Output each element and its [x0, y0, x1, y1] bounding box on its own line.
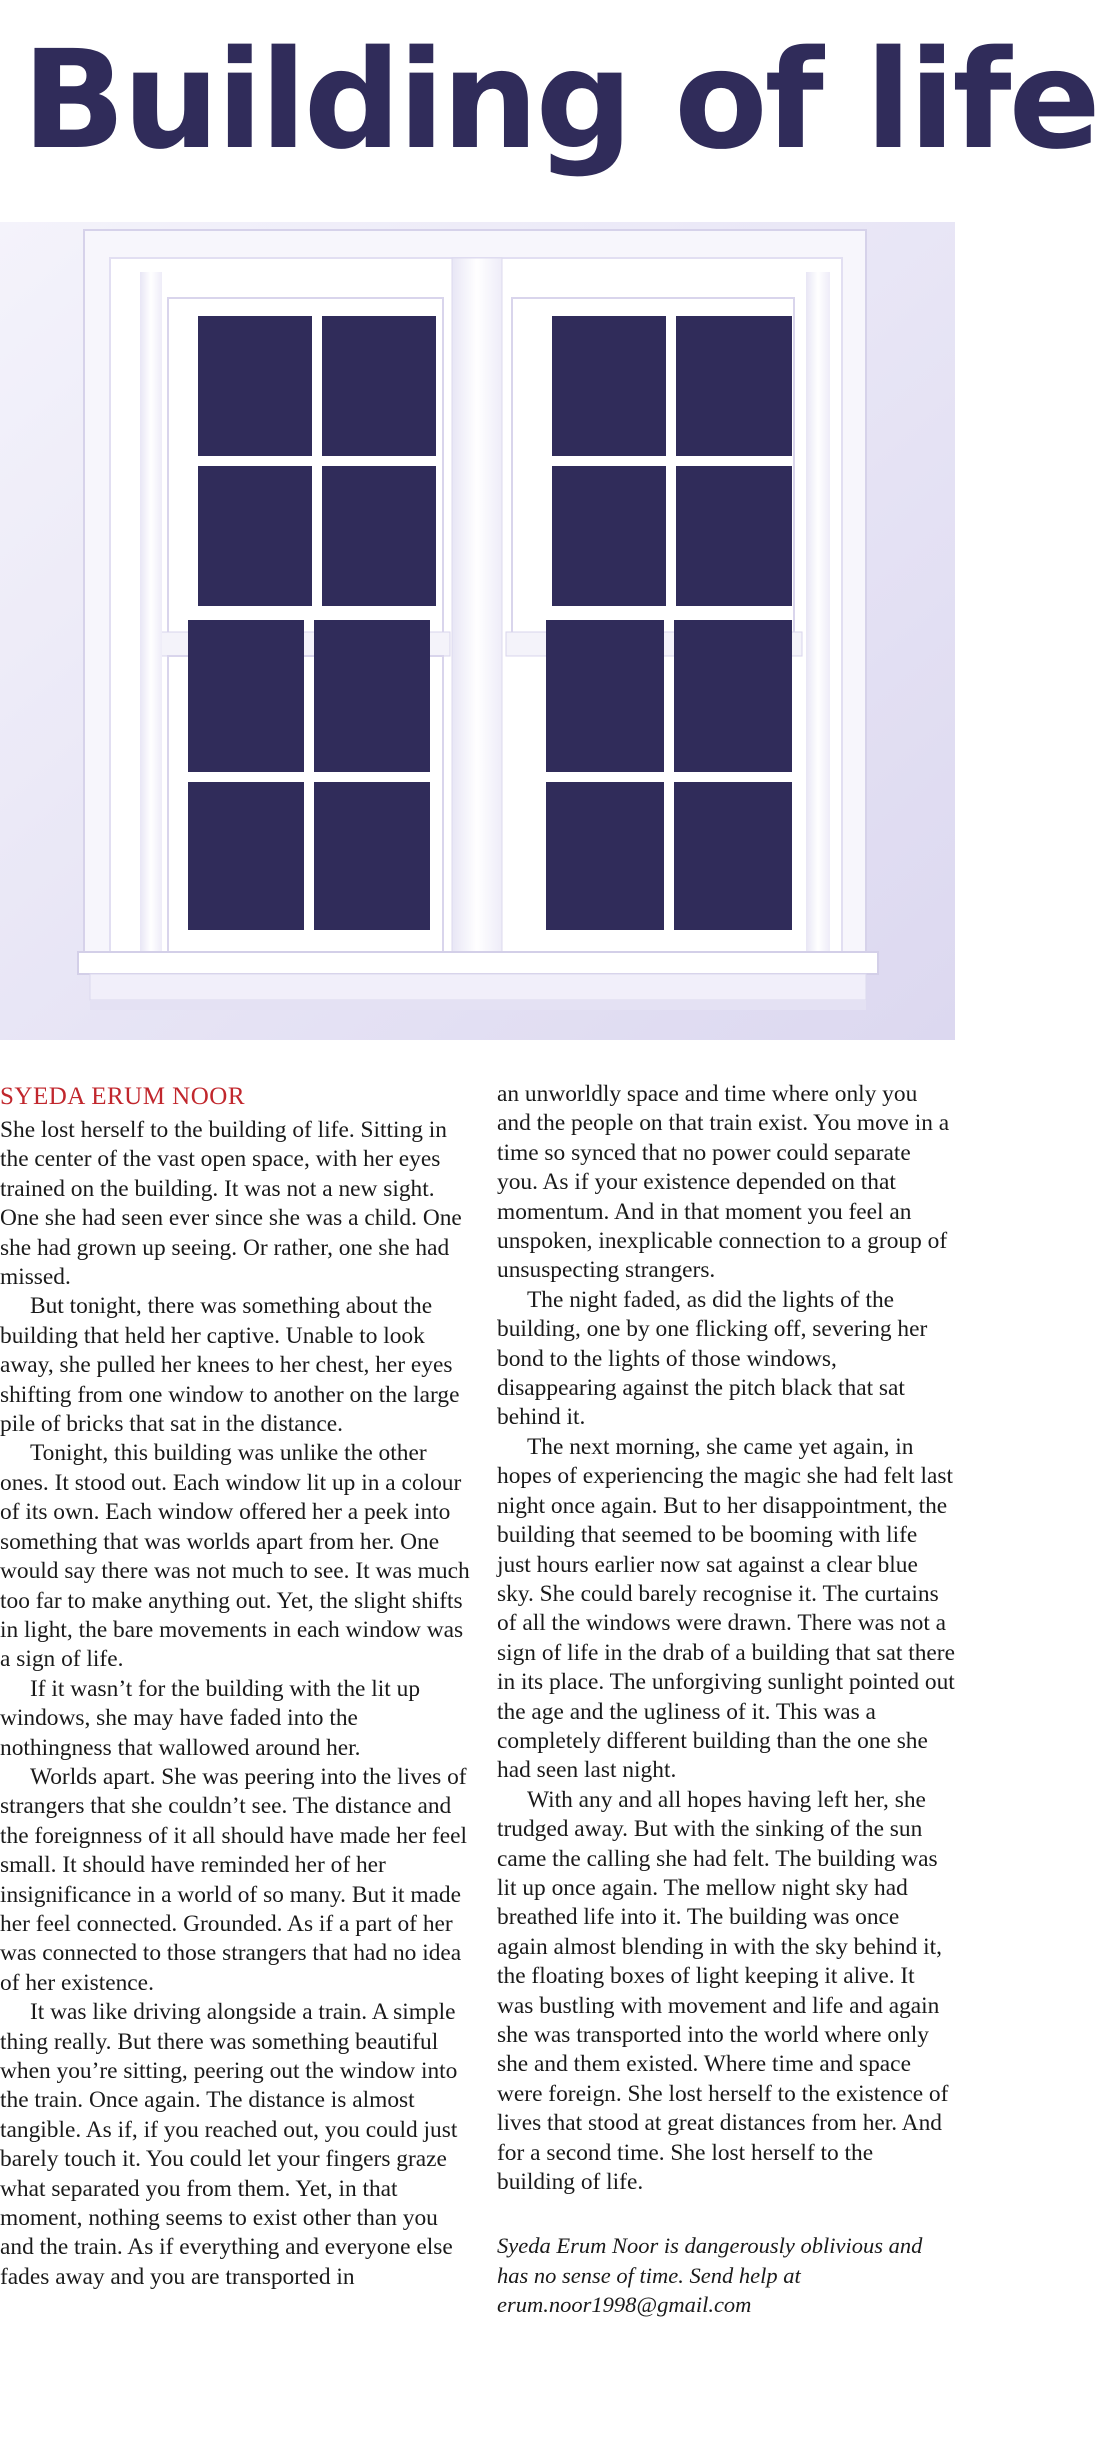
right-window: [506, 298, 802, 930]
paragraph: Worlds apart. She was peering into the lives of strangers that she couldn’t see. The distance and the foreignness of it all should have made her feel small. It should have reminded her of her insignificance in a world of so many. But it made her feel connected. Grounded. As if a part of her was connected to those strangers that had no idea of her existence.: [0, 1763, 468, 1996]
pane: [198, 466, 312, 606]
sill-shadow: [90, 1000, 866, 1010]
paragraph: But tonight, there was something about the building that held her captive. Unable to look away, she pulled her knees to her chest, her eyes shifting from one window to another on the large pile of bricks that sat in the distance.: [0, 1293, 460, 1438]
pane: [314, 782, 430, 930]
paragraph: She lost herself to the building of life. Sitting in the center of the vast open space, with her eyes trained on the building. It was not a new sight. One she had seen ever since she was a child. One she had grown up seeing. Or rather, one she had missed.: [0, 1117, 462, 1291]
window-sill: [78, 952, 878, 974]
paragraph: The next morning, she came yet again, in hopes of experiencing the magic she had felt last night once again. But to her disappointment, the building that seemed to be booming with life just hours earlier now sat against a clear blue sky. She could barely recognise it. The curtains of all the windows were drawn. There was not a sign of life in the drab of a building that sat there in its place. The unforgiving sunlight pointed out the age and the ugliness of it. This was a completely different building than the one she had seen last night.: [497, 1433, 955, 1784]
pane: [676, 316, 792, 456]
pane: [552, 466, 666, 606]
pane: [552, 316, 666, 456]
article-column-right: [497, 1080, 955, 2320]
paragraph: Tonight, this building was unlike the other ones. It stood out. Each window lit up in a colour of its own. Each window offered her a peek into something that was worlds apart from her. One would say there was not much to see. It was much too far to make anything out. Yet, the slight shifts in light, the bare movements in each window was a sign of life.: [0, 1440, 470, 1673]
pane: [674, 620, 792, 772]
center-mullion: [452, 258, 502, 958]
paragraph: If it wasn’t for the building with the lit up windows, she may have faded into the nothingness that wallowed around her.: [0, 1675, 421, 1761]
paragraph: With any and all hopes having left her, she trudged away. But with the sinking of the sun came the calling she had felt. The building was lit up once again. The mellow night sky had breathed life into it. The building was once again almost blending in with the sky behind it, the floating boxes of light keeping it alive. It was bustling with movement and life and again she was transported into the world where only she and them existed. Where time and space were foreign. She lost herself to the existence of lives that stood at great distances from her. And for a second time. She lost herself to the building of life.: [497, 1786, 949, 2196]
right-jamb: [806, 272, 830, 952]
paragraph: an unworldly space and time where only you and the people on that train exist. You move in a time so synced that no power could separate you. As if your existence depended on that momentum. And in that moment you feel an unspoken, inexplicable connection to a group of unsuspecting strangers.: [497, 1081, 950, 1284]
pane: [198, 316, 312, 456]
window-illustration: [0, 222, 955, 1040]
window-illustration-svg: [0, 222, 955, 1040]
pane: [546, 782, 664, 930]
headline: Building of life: [22, 22, 1098, 180]
byline: SYEDA ERUM NOOR: [0, 1083, 246, 1110]
author-bio: Syeda Erum Noor is dangerously oblivious and has no sense of time. Send help at erum.noor1998@gmail.com: [497, 2233, 923, 2318]
apron: [90, 974, 866, 1000]
pane: [546, 620, 664, 772]
left-window: [160, 298, 450, 956]
paragraph: The night faded, as did the lights of the building, one by one flicking off, severing her bond to the lights of those windows, disappearing against the pitch black that sat behind it.: [497, 1286, 928, 1431]
pane: [322, 466, 436, 606]
article-column-left: [0, 1080, 470, 2292]
left-jamb: [140, 272, 162, 952]
paragraph: It was like driving alongside a train. A simple thing really. But there was something beautiful when you’re sitting, peering out the window into the train. Once again. The distance is almost tangible. As if, if you reached out, you could just barely touch it. You could let your fingers graze what separated you from them. Yet, in that moment, nothing seems to exist other than you and the train. As if everything and everyone else fades away and you are transported in: [0, 1999, 458, 2290]
pane: [674, 782, 792, 930]
pane: [322, 316, 436, 456]
pane: [188, 782, 304, 930]
pane: [188, 620, 304, 772]
pane: [314, 620, 430, 772]
pane: [676, 466, 792, 606]
